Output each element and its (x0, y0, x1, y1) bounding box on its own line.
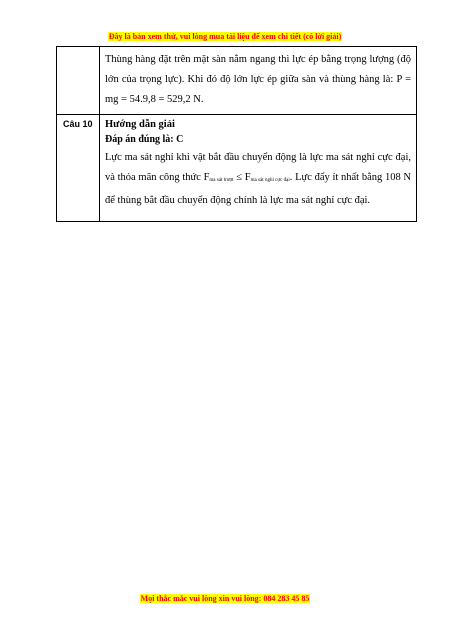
subscript: ma sát trượt (209, 178, 234, 183)
preview-banner (0, 26, 450, 44)
solution-heading: Hướng dẫn giải (105, 119, 175, 130)
correct-answer: Đáp án đúng là: C (105, 134, 184, 145)
solution-text-part: Lực ma sát nghỉ khi vật bắt đầu chuyển động là lực ma sát nghỉ cực đại, và thỏa mãn công thức F (105, 152, 411, 183)
question-number-cell (57, 47, 100, 115)
contact-footer (0, 588, 450, 606)
contact-footer-text: Mọi thắc mắc vui lòng xin vui lòng: 084 283 45 85 (140, 594, 310, 603)
question-number-cell (57, 115, 100, 222)
answer-table (56, 46, 417, 222)
solution-cell (100, 115, 417, 222)
table-row (57, 47, 417, 115)
question-number: Câu 10 (63, 119, 93, 129)
solution-text-part: . Lực đẩy ít nhất bằng 108 N để thùng bắt đầu chuyển động chính là lực ma sát nghỉ cực đại. (105, 172, 411, 206)
solution-cell (100, 47, 417, 115)
solution-text: Thùng hàng đặt trên mặt sàn nằm ngang thì lực ép bằng trọng lượng (độ lớn của trọng lực). Khi đó độ lớn lực ép giữa sàn và thùng hàng là: P = mg = 54.9,8 = 529,2 N. (105, 54, 411, 105)
question-number (57, 47, 99, 51)
inequality-symbol: ≤ F (233, 172, 251, 183)
solution-text (105, 148, 411, 211)
preview-banner-text: Đây là bản xem thử, vui lòng mua tài liệu để xem chi tiết (có lời giải) (108, 32, 342, 41)
subscript: ma sát nghỉ cực đại (250, 178, 290, 183)
table-row (57, 115, 417, 222)
